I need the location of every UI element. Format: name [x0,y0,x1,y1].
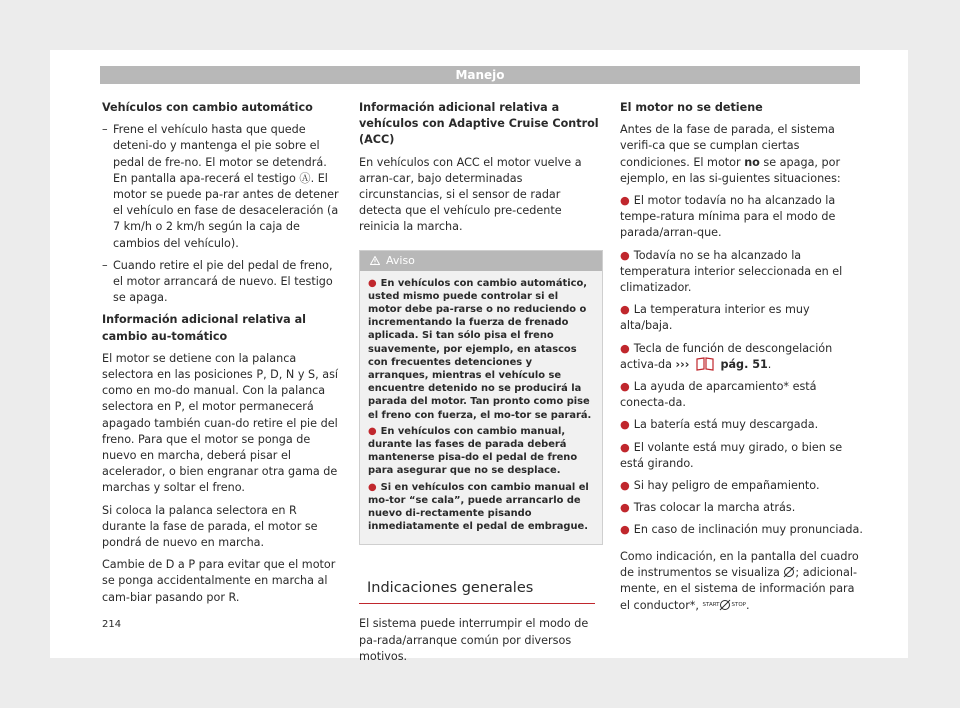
reference-arrow: ››› [675,357,690,371]
start-stop-icon [719,599,731,611]
list-item: ● Tras colocar la marcha atrás. [620,501,796,515]
notice-title: Aviso [386,253,415,267]
start-stop-indicator-icon [783,566,795,578]
notice-header [360,251,602,271]
notice-item: ● En vehículos con cambio manual, durante las fases de parada deberá mantenerse pisa-do el pedal de freno para asegurar que no se desplace. [368,425,578,477]
dash-item-2: – Cuando retire el pie del pedal de freno, el motor arrancará de nuevo. El testigo se apaga. [102,258,342,307]
list-item: ● La batería está muy descargada. [620,418,819,432]
section-title-general: Indicaciones generales [359,579,595,604]
heading-automatic: Vehículos con cambio automático [102,101,313,114]
paragraph-indication: Como indicación, en la pantalla del cuadro de instrumentos se visualiza ; adicional-mente, en el sistema de información para el conductor*, START STOP. [620,549,859,613]
list-item: ● Tecla de función de descongelación activa-da ››› pág. 51. [620,341,833,371]
page-reference-link[interactable]: pág. 51 [720,357,768,371]
notice-item: ● En vehículos con cambio automático, usted mismo puede controlar si el motor debe pa-rarse o no reduciendo o incrementando la fuerza de frenado aplicada. Si tan sólo pisa el freno suavemente, por ejemplo, en atascos con frecuentes detenciones y arranques, mientras el vehículo se encuentre detenido no se producirá la parada del motor. Tan pronto como pise el freno con fuerza, el mo-tor se parará. [368,277,592,421]
list-item: ● El motor todavía no ha alcanzado la tempe-ratura mínima para el modo de parada/arran-que. [620,194,836,240]
paragraph-conditions: Antes de la fase de parada, el sistema verifi-ca que se cumplan ciertas condiciones. El motor no se apaga, por ejemplo, en las si-guientes situaciones: [620,123,841,185]
warning-icon [370,256,380,265]
notice-box [359,250,603,546]
paragraph-acc: En vehículos con ACC el motor vuelve a arran-car, bajo determinadas circunstancias, si el sensor de radar detecta que el vehículo pre-cedente reinicia la marcha. [359,155,582,234]
column-1 [102,100,342,612]
column-2 [359,100,602,671]
notice-item: ● Si en vehículos con cambio manual el mo-tor “se cala”, puede arrancarlo de nuevo di-rectamente pisando inmediatamente el pedal de embrague. [368,481,589,533]
paragraph-d-to-p: Cambie de D a P para evitar que el motor se ponga accidentalmente en marcha al cam-biar pasando por R. [102,558,336,604]
stop-label: STOP [731,602,746,609]
list-item: ● Todavía no se ha alcanzado la temperatura interior seleccionada en el climatizador. [620,248,843,295]
column-3 [620,100,863,620]
book-icon [695,357,715,371]
paragraph-general: El sistema puede interrumpir el modo de pa-rada/arranque común por diversos motivos. [359,617,589,663]
list-item: ● La temperatura interior es muy alta/baja. [620,303,810,333]
heading-automatic-info: Información adicional relativa al cambio au-tomático [102,313,306,343]
chapter-header: Manejo [100,66,860,84]
paragraph-selector: El motor se detiene con la palanca selectora en las posiciones P, D, N y S, así como en mo-do manual. Con la palanca selectora en P, el motor permanecerá apagado también cuan-do retire el pie del freno. Para que el motor se ponga de nuevo en marcha, deberá pisar el acelerador, o bien engranar otra gama de marchas y soltar el freno. [102,351,339,495]
list-item: ● La ayuda de aparcamiento* está conecta-da. [620,380,817,410]
list-item: ● El volante está muy girado, o bien se está girando. [620,440,843,470]
start-label: START [702,602,720,609]
page-number: 214 [102,619,122,630]
paragraph-reverse: Si coloca la palanca selectora en R durante la fase de parada, el motor se pondrá de nuevo en marcha. [102,503,318,550]
dash-item-1: – Frene el vehículo hasta que quede deteni-do y mantenga el pie sobre el pedal de fre-no. El motor se detendrá. En pantalla apa-recerá el testigo Ⓐ. El motor se puede pa-rar antes de detener el vehículo en fase de desaceleración (a 7 km/h o 2 km/h según la caja de cambios del vehículo). [102,122,342,252]
list-item: ● Si hay peligro de empañamiento. [620,479,820,493]
heading-acc: Información adicional relativa a vehículos con Adaptive Cruise Control (ACC) [359,101,599,147]
heading-engine-not-stop: El motor no se detiene [620,101,763,114]
list-item: ● En caso de inclinación muy pronunciada. [620,523,863,537]
notice-body [360,271,602,545]
